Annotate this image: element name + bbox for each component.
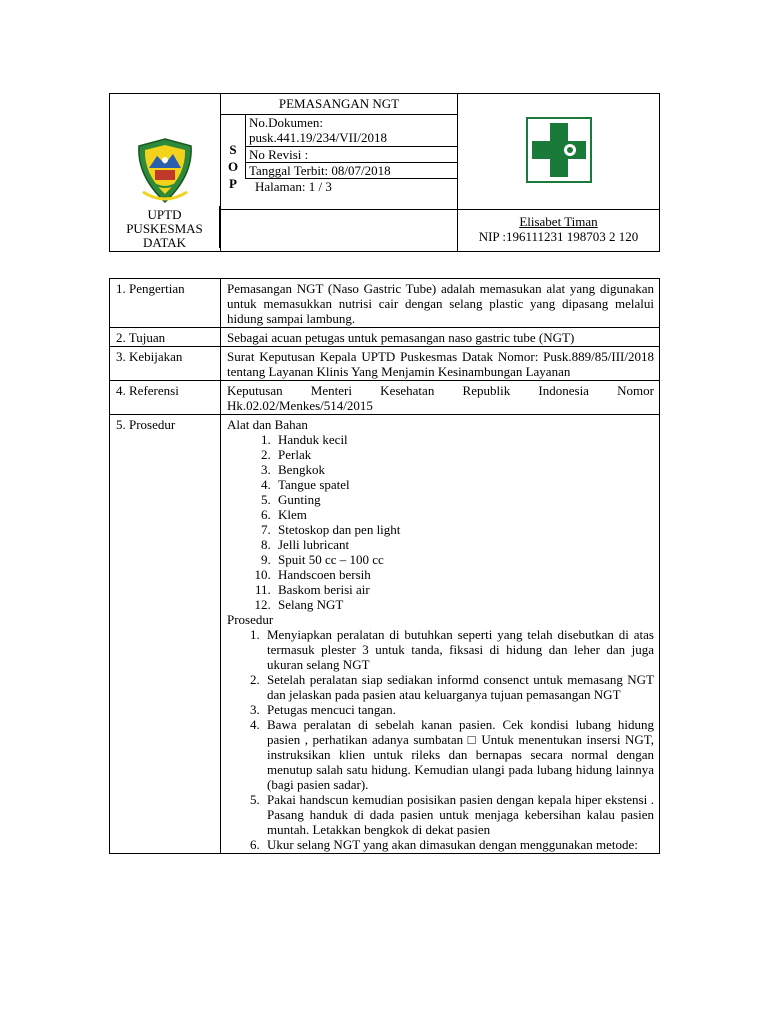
- no-revisi-field: No Revisi :: [245, 147, 457, 163]
- list-item: 7. Stetoskop dan pen light: [274, 522, 654, 537]
- kebijakan-text: Surat Keputusan Kepala UPTD Puskesmas Datak Nomor: Pusk.889/85/III/2018 tentang Layanan Klinis Yang Menjamin Kesinambungan Layanan: [221, 347, 660, 381]
- procedure-step: 3. Petugas mencuci tangan.: [263, 702, 654, 717]
- prosedur-steps: [227, 627, 654, 852]
- list-item: 5. Gunting: [274, 492, 654, 507]
- row-pengertian: [110, 279, 660, 328]
- health-cross-icon: [526, 117, 592, 183]
- halaman-field: Halaman: 1 / 3: [255, 179, 332, 194]
- prosedur-label: 5. Prosedur: [110, 415, 221, 854]
- uptd-line1: UPTD: [147, 207, 182, 222]
- list-item: 9. Spuit 50 cc – 100 cc: [274, 552, 654, 567]
- list-item: 12. Selang NGT: [274, 597, 654, 612]
- sop-letter-p: P: [229, 175, 237, 191]
- alat-heading: Alat dan Bahan: [227, 417, 308, 432]
- list-item: 6. Klem: [274, 507, 654, 522]
- prosedur-content: [221, 415, 660, 854]
- list-item: 10. Handscoen bersih: [274, 567, 654, 582]
- list-item: 3. Bengkok: [274, 462, 654, 477]
- list-item: 4. Tangue spatel: [274, 477, 654, 492]
- list-item: 2. Perlak: [274, 447, 654, 462]
- tujuan-text: Sebagai acuan petugas untuk pemasangan naso gastric tube (NGT): [221, 328, 660, 347]
- procedure-step: 6. Ukur selang NGT yang akan dimasukan dengan menggunakan metode:: [263, 837, 654, 852]
- procedure-step: 5. Pakai handscun kemudian posisikan pasien dengan kepala hiper ekstensi . Pasang handuk di dada pasien untuk menjaga kebersihan kalau pasien muntah. Letakkan bengkok di dekat pasien: [263, 792, 654, 837]
- signature-cell: [458, 210, 660, 252]
- uptd-line3: DATAK: [142, 235, 186, 250]
- no-dokumen-field: [245, 115, 457, 147]
- alat-list: [227, 432, 654, 612]
- health-logo-cell: [458, 94, 660, 210]
- pengertian-text: Pemasangan NGT (Naso Gastric Tube) adalah memasukan alat yang digunakan untuk memasukkan nutrisi cair dengan selang plastic yang dipasang melalui hidung sampai lambung.: [221, 279, 660, 328]
- kebijakan-label: 3. Kebijakan: [110, 347, 221, 381]
- row-prosedur: [110, 415, 660, 854]
- prosedur-heading: Prosedur: [227, 612, 274, 627]
- regency-emblem-icon: [133, 136, 197, 206]
- signer-name: Elisabet Timan: [519, 214, 598, 229]
- uptd-line2: PUSKESMAS: [126, 221, 203, 236]
- list-item: 11. Baskom berisi air: [274, 582, 654, 597]
- row-tujuan: [110, 328, 660, 347]
- sop-letter-o: O: [227, 158, 239, 174]
- sop-letter-s: S: [229, 141, 237, 157]
- referensi-label: 4. Referensi: [110, 381, 221, 415]
- no-dokumen-value: pusk.441.19/234/VII/2018: [249, 130, 387, 145]
- uptd-cell: [221, 210, 458, 252]
- signer-nip: NIP :196111231 198703 2 120: [478, 229, 639, 244]
- row-kebijakan: [110, 347, 660, 381]
- no-dokumen-label: No.Dokumen:: [249, 115, 324, 130]
- sop-fields: [245, 115, 457, 209]
- list-item: 8. Jelli lubricant: [274, 537, 654, 552]
- sop-info-cell: [221, 94, 458, 210]
- tanggal-terbit-field: Tanggal Terbit: 08/07/2018: [245, 163, 457, 179]
- sop-letters: [221, 115, 245, 209]
- sop-content-table: [109, 278, 660, 854]
- pengertian-label: 1. Pengertian: [110, 279, 221, 328]
- referensi-text: Keputusan Menteri Kesehatan Republik Indonesia Nomor Hk.02.02/Menkes/514/2015: [221, 381, 660, 415]
- procedure-step: 2. Setelah peralatan siap sediakan informd consenct untuk memasang NGT dan jelaskan pada pasien atau keluarganya tujuan pemasangan NGT: [263, 672, 654, 702]
- procedure-step: 1. Menyiapkan peralatan di butuhkan seperti yang telah disebutkan di atas termasuk plester 3 untuk tanda, fiksasi di hidung dan leher dan juga ukuran selang NGT: [263, 627, 654, 672]
- uptd-label: [110, 206, 220, 248]
- list-item: 1. Handuk kecil: [274, 432, 654, 447]
- document-title: PEMASANGAN NGT: [221, 94, 457, 115]
- procedure-step: 4. Bawa peralatan di sebelah kanan pasien. Cek kondisi lubang hidung pasien , perhatikan adanya sumbatan □ Untuk menentukan insersi NGT, instruksikan klien untuk rileks dan bernapas secara normal dengan menutup salah satu hidung. Kemudian ulangi pada lubang hidung lainnya (bagi pasien sadar).: [263, 717, 654, 792]
- row-referensi: [110, 381, 660, 415]
- tujuan-label: 2. Tujuan: [110, 328, 221, 347]
